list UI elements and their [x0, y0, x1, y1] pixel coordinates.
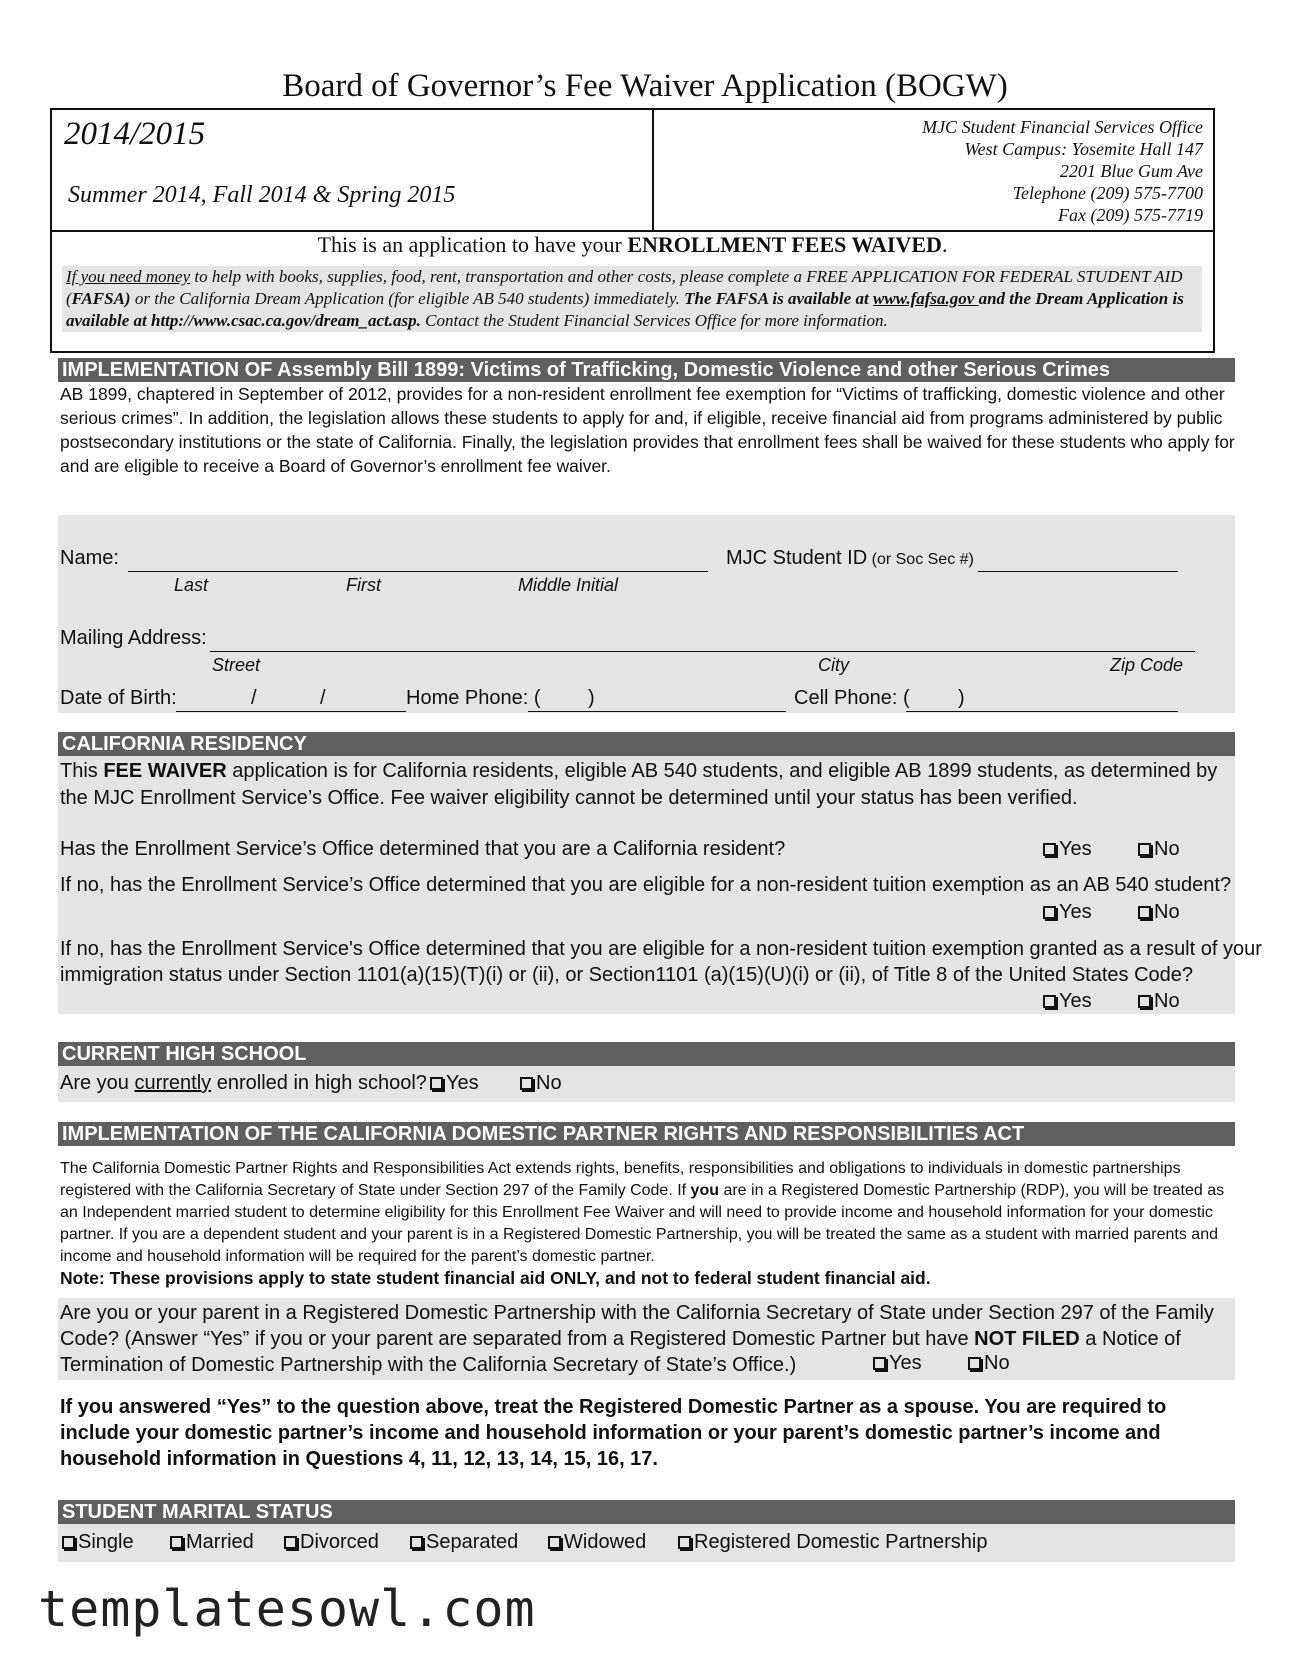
cell-phone-paren: )	[958, 687, 965, 709]
ca-resident-yes[interactable]	[1043, 838, 1092, 861]
no-label: No	[1154, 838, 1180, 860]
checkbox-icon[interactable]	[678, 1536, 691, 1549]
home-phone-field[interactable]	[528, 711, 786, 712]
question-domestic	[60, 1300, 1232, 1378]
domestic-yes[interactable]	[873, 1352, 922, 1375]
marital-single[interactable]	[62, 1531, 134, 1554]
student-info-form	[58, 515, 1235, 713]
immigration-yes[interactable]	[1043, 990, 1092, 1013]
id-label-text: MJC Student ID	[726, 547, 868, 569]
yes-label: Yes	[1059, 838, 1092, 860]
money-text: Contact the Student Financial Services Office for more information.	[420, 311, 888, 330]
highschool-heading: CURRENT HIGH SCHOOL	[58, 1042, 1235, 1066]
yes-label: Yes	[1059, 990, 1092, 1012]
marital-section	[58, 1524, 1235, 1562]
document-title: Board of Governor’s Fee Waiver Application (BOGW)	[282, 68, 1008, 104]
fafsa-link[interactable]: www.fafsa.gov	[872, 289, 979, 308]
domestic-bold: you	[690, 1182, 719, 1199]
ab1899-body: AB 1899, chaptered in September of 2012, provides for a non-resident enrollment fee exemption for “Victims of trafficking, domestic violence and other serious crimes”. In addition, the legislation allows these students to apply for and, if eligible, receive financial aid from programs administered by public postsecondary institutions or the state of California. Finally, the legislation provides that enrollment fees shall be waived for these students who apply for and are eligible to receive a Board of Governor’s enrollment fee waiver.	[60, 384, 1235, 476]
header-top-row	[52, 110, 1213, 232]
marital-widowed[interactable]	[548, 1531, 646, 1554]
name-label: Name:	[60, 547, 119, 569]
dob-field[interactable]	[176, 711, 406, 712]
intro-text: This	[60, 760, 104, 782]
ab540-yes[interactable]	[1043, 901, 1092, 924]
money-bold: The FAFSA is available at	[684, 289, 873, 308]
checkbox-icon[interactable]	[520, 1077, 533, 1090]
intro-text: application is for California residents, eligible AB 540 students, and eligible AB 1899 students, as determined by the MJC Enrollment Service’s Office. Fee waiver eligibility cannot be determined until your status has been verified.	[60, 760, 1218, 809]
waived-bold: ENROLLMENT FEES WAIVED	[627, 232, 942, 257]
marital-married[interactable]	[170, 1531, 254, 1554]
no-label: No	[1154, 901, 1180, 923]
dq-text: a Notice of Termination of Domestic Partnership with the California Secretary of State’s Office.)	[60, 1328, 1181, 1376]
header-divider	[652, 110, 654, 230]
immigration-no[interactable]	[1138, 990, 1180, 1013]
office-line: 2201 Blue Gum Ave	[1059, 161, 1203, 181]
office-line: Telephone (209) 575-7700	[1012, 183, 1203, 203]
id-label-small: (or Soc Sec #)	[867, 551, 974, 568]
option-label: Married	[186, 1531, 254, 1553]
marital-divorced[interactable]	[284, 1531, 379, 1554]
street-caption: Street	[212, 655, 261, 675]
fees-waived-statement	[52, 232, 1213, 258]
question-immigration-line2: immigration status under Section 1101(a)(15)(T)(i) or (ii), or Section1101 (a)(15)(U)(i) or (ii), of Title 8 of the United States Code?	[60, 964, 1194, 986]
domestic-no[interactable]	[968, 1352, 1010, 1375]
hs-text: enrolled in high school?	[211, 1072, 427, 1094]
option-label: Divorced	[300, 1531, 379, 1553]
home-phone-label: Home Phone: (	[406, 687, 541, 709]
marital-heading: STUDENT MARITAL STATUS	[58, 1500, 1235, 1524]
cell-phone-field[interactable]	[906, 711, 1178, 712]
hs-underline: currently	[134, 1072, 212, 1094]
residency-heading: CALIFORNIA RESIDENCY	[58, 732, 1235, 756]
domestic-text: The California Domestic Partner Rights and Responsibilities Act extends rights, benefits, responsibilities and obligations to individuals in domestic partnerships registered with the California Secretary of State under Section 297 of the Family Code. If	[60, 1160, 1181, 1199]
terms: Summer 2014, Fall 2014 & Spring 2015	[68, 182, 456, 208]
first-caption: First	[346, 575, 381, 595]
money-bold: and the Dream Application is available at http://www.csac.ca.gov/dream_act.asp.	[66, 289, 1184, 330]
ab1899-heading: IMPLEMENTATION OF Assembly Bill 1899: Victims of Trafficking, Domestic Violence and other Serious Crimes	[58, 358, 1235, 382]
question-highschool	[60, 1072, 427, 1095]
domestic-body	[60, 1158, 1235, 1268]
checkbox-icon[interactable]	[1138, 843, 1151, 856]
waived-text: This is an application to have your	[317, 232, 628, 257]
highschool-section	[58, 1066, 1235, 1102]
highschool-yes[interactable]	[430, 1072, 479, 1095]
student-id-field[interactable]	[978, 571, 1178, 572]
last-caption: Last	[174, 575, 209, 595]
residency-section	[58, 756, 1262, 1014]
money-text: or the California Dream Application (for eligible AB 540 students) immediately.	[130, 289, 685, 308]
yes-label: Yes	[1059, 901, 1092, 923]
ca-resident-no[interactable]	[1138, 838, 1180, 861]
intro-bold: FEE WAIVER	[103, 760, 227, 782]
checkbox-icon[interactable]	[410, 1536, 423, 1549]
money-underline: If you need money	[66, 267, 191, 286]
checkbox-icon[interactable]	[1138, 995, 1151, 1008]
option-label: Separated	[426, 1531, 519, 1553]
domestic-question-section	[58, 1298, 1235, 1380]
office-line: West Campus: Yosemite Hall 147	[964, 139, 1203, 159]
checkbox-icon[interactable]	[170, 1536, 183, 1549]
cell-phone-label: Cell Phone: (	[794, 687, 910, 709]
office-line: MJC Student Financial Services Office	[922, 117, 1203, 137]
question-immigration-line1: If no, has the Enrollment Service's Office determined that you are eligible for a non-resident tuition exemption granted as a result of your	[60, 938, 1262, 960]
name-field[interactable]	[128, 571, 708, 572]
mailing-address-label: Mailing Address:	[60, 627, 207, 649]
checkbox-icon[interactable]	[430, 1077, 443, 1090]
question-ca-resident: Has the Enrollment Service’s Office determined that you are a California resident?	[60, 838, 786, 860]
award-year: 2014/2015	[64, 116, 206, 152]
checkbox-icon[interactable]	[548, 1536, 561, 1549]
money-text: to help with books, supplies, food, rent, transportation and other costs, please complete a FREE APPLICATION FOR FEDERAL STUDENT AID (	[66, 267, 1183, 308]
option-label: Widowed	[564, 1531, 647, 1553]
city-caption: City	[818, 655, 849, 675]
checkbox-icon[interactable]	[873, 1357, 886, 1370]
checkbox-icon[interactable]	[284, 1536, 297, 1549]
checkbox-icon[interactable]	[968, 1357, 981, 1370]
no-label: No	[1154, 990, 1180, 1012]
zip-caption: Zip Code	[1110, 655, 1184, 675]
checkbox-icon[interactable]	[1043, 995, 1056, 1008]
header-box	[50, 108, 1215, 353]
yes-label: Yes	[446, 1072, 479, 1094]
option-label: Registered Domestic Partnership	[694, 1531, 988, 1553]
financial-aid-notice	[62, 266, 1202, 332]
domestic-note: Note: These provisions apply to state student financial aid ONLY, and not to federal student financial aid.	[60, 1268, 931, 1288]
office-line: Fax (209) 575-7719	[1058, 205, 1203, 225]
student-id-label	[726, 547, 974, 570]
waived-end: .	[941, 232, 948, 257]
middle-caption: Middle Initial	[518, 575, 619, 595]
residency-intro	[60, 758, 1230, 812]
checkbox-icon[interactable]	[1043, 906, 1056, 919]
home-phone-paren: )	[588, 687, 595, 709]
hs-text: Are you	[60, 1072, 135, 1094]
question-ab540: If no, has the Enrollment Service’s Office determined that you are eligible for a non-resident tuition exemption as an AB 540 student?	[60, 874, 1232, 896]
marital-separated[interactable]	[410, 1531, 518, 1554]
dq-bold: NOT FILED	[974, 1328, 1080, 1350]
no-label: No	[984, 1352, 1010, 1374]
option-label: Single	[78, 1531, 134, 1553]
ab540-no[interactable]	[1138, 901, 1180, 924]
marital-rdp[interactable]	[678, 1531, 987, 1554]
domestic-followup: If you answered “Yes” to the question above, treat the Registered Domestic Partner as a spouse. You are required to include your domestic partner’s income and household information or your parent’s domestic partner’s income and household information in Questions 4, 11, 12, 13, 14, 15, 16, 17.	[60, 1396, 1167, 1470]
fafsa-bold: FAFSA)	[71, 289, 131, 308]
watermark: templatesowl.com	[38, 1580, 536, 1638]
dq-text: Are you or your parent in a Registered Domestic Partnership with the California Secretary of State under Section 297 of the Family Code? (Answer “Yes” if you or your parent are separated from a Registered Domestic Partner but have	[60, 1302, 1214, 1350]
yes-label: Yes	[889, 1352, 922, 1374]
checkbox-icon[interactable]	[62, 1536, 75, 1549]
checkbox-icon[interactable]	[1138, 906, 1151, 919]
checkbox-icon[interactable]	[1043, 843, 1056, 856]
domestic-heading: IMPLEMENTATION OF THE CALIFORNIA DOMESTIC PARTNER RIGHTS AND RESPONSIBILITIES ACT	[58, 1122, 1235, 1146]
no-label: No	[536, 1072, 562, 1094]
office-address	[683, 116, 1203, 226]
dob-slash: /	[320, 687, 326, 709]
highschool-no[interactable]	[520, 1072, 562, 1095]
mailing-address-field[interactable]	[210, 651, 1195, 652]
dob-slash: /	[251, 687, 257, 709]
dob-label: Date of Birth:	[60, 687, 177, 709]
domestic-text: are in a Registered Domestic Partnership (RDP), you will be treated as an Independent married student to determine eligibility for this Enrollment Fee Waiver and will need to provide income and household information for your domestic partner. If you are a dependent student and your parent is in a Registered Domestic Partnership, you will be treated the same as a student with married parents and income and household information will be required for the parent’s domestic partner.	[60, 1182, 1225, 1265]
